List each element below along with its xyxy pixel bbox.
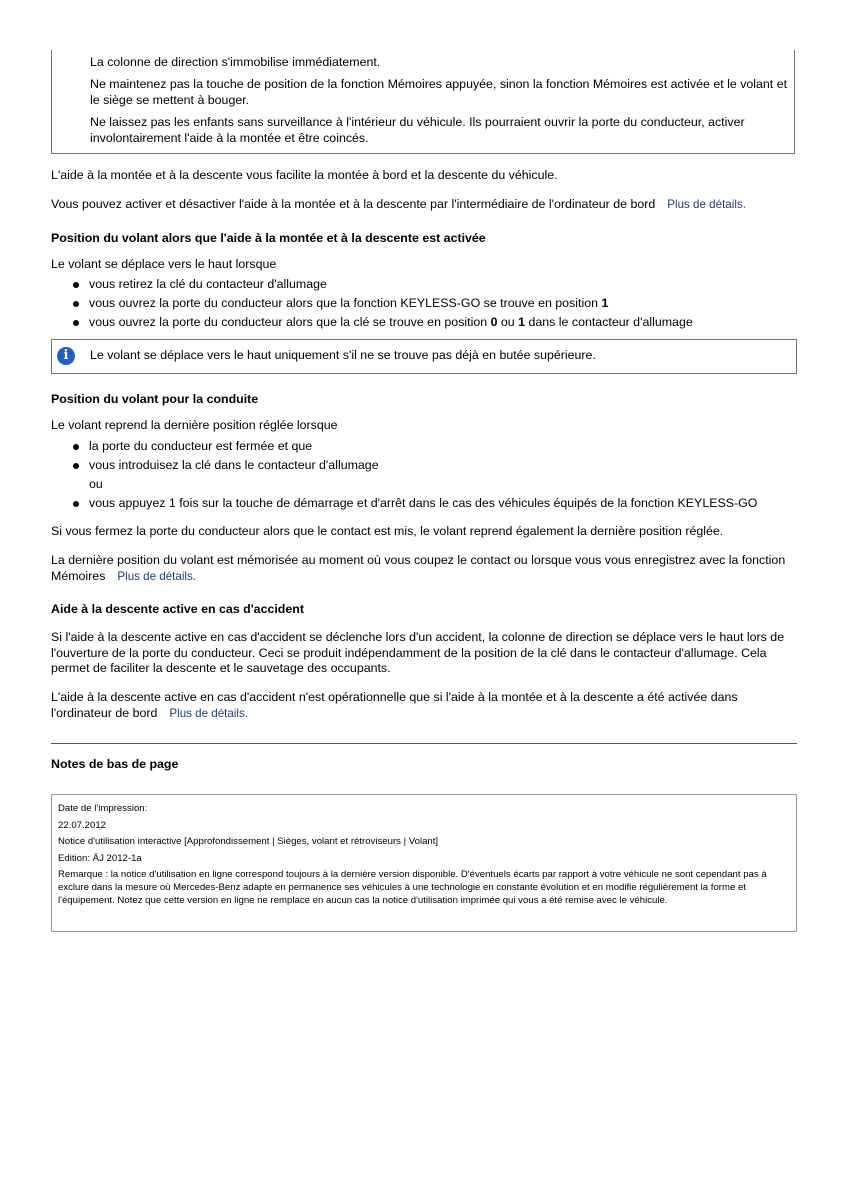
notice-title: Notice d'utilisation interactive [Approfondissement | Sièges, volant et rétroviseurs | Volant] (58, 836, 439, 847)
paragraph: Si vous fermez la porte du conducteur alors que le contact est mis, le volant reprend également la dernière position réglée. (51, 524, 724, 538)
bullet-dot (73, 463, 79, 469)
more-details-link[interactable]: Plus de détails (117, 569, 193, 583)
section-heading: Position du volant pour la conduite (51, 392, 259, 406)
more-details-link[interactable]: Plus de détails (667, 198, 743, 211)
bullet-dot (73, 444, 79, 450)
list-item-text: vous ouvrez la porte du conducteur alors que la clé se trouve en position (89, 315, 491, 329)
list-item-text: vous ouvrez la porte du conducteur alors que la fonction KEYLESS-GO se trouve en position (89, 296, 602, 310)
list-item-text: vous retirez la clé du contacteur d'allumage (89, 277, 327, 291)
list-item-text: ou (497, 315, 519, 329)
print-date-label: Date de l'impression: (58, 803, 148, 814)
warning-line: La colonne de direction s'immobilise immédiatement. (90, 55, 381, 69)
bullet-list (51, 439, 797, 515)
paragraph-text: La dernière position du volant est mémorisée au moment où vous coupez le contact ou lorsque vous vous enregistrez avec la fonction Mémoires (51, 553, 786, 583)
info-icon: i (57, 347, 75, 365)
link-period: . (244, 706, 249, 720)
info-text: Le volant se déplace vers le haut uniquement s'il ne se trouve pas déjà en butée supérieure. (90, 348, 596, 362)
list-item (51, 477, 797, 496)
bullet-dot (73, 301, 79, 307)
edition: Edition: ÄJ 2012-1a (58, 853, 142, 864)
section-heading: Aide à la descente active en cas d'accident (51, 602, 304, 616)
link-period: . (742, 198, 746, 211)
list-item-text: dans le contacteur d'allumage (525, 315, 693, 329)
paragraph (51, 690, 797, 721)
intro-paragraph-2 (51, 197, 797, 213)
footnotes-box (51, 794, 797, 932)
list-item-text: la porte du conducteur est fermée et que (89, 439, 313, 453)
warning-box (51, 50, 795, 154)
list-item (51, 277, 797, 296)
position-value: 0 (490, 315, 498, 329)
intro-text: Vous pouvez activer et désactiver l'aide à la montée et à la descente par l'intermédiaire de l'ordinateur de bord (51, 197, 656, 211)
list-item-text: vous introduisez la clé dans le contacteur d'allumage (89, 458, 379, 472)
list-item (51, 496, 797, 515)
warning-line: Ne maintenez pas la touche de position de la fonction Mémoires appuyée, sinon la fonction Mémoires est activée et le volant et le siège se mettent à bouger. (90, 77, 788, 107)
section-heading: Position du volant alors que l'aide à la montée et à la descente est activée (51, 231, 486, 245)
section-lead: Le volant reprend la dernière position réglée lorsque (51, 418, 338, 432)
paragraph (51, 553, 797, 584)
intro-paragraph: L'aide à la montée et à la descente vous facilite la montée à bord et la descente du véhicule. (51, 168, 558, 182)
bullet-dot (73, 282, 79, 288)
list-item-text: ou (89, 477, 103, 491)
divider (51, 743, 797, 744)
link-period: . (192, 569, 197, 583)
position-value: 1 (518, 315, 526, 329)
footnotes-heading: Notes de bas de page (51, 757, 179, 771)
bullet-list (51, 277, 797, 334)
position-value: 1 (601, 296, 609, 310)
list-item-text: vous appuyez 1 fois sur la touche de démarrage et d'arrêt dans le cas des véhicules équipés de la fonction KEYLESS-GO (89, 496, 758, 510)
bullet-dot (73, 320, 79, 326)
more-details-link[interactable]: Plus de détails (169, 706, 245, 720)
section-lead: Le volant se déplace vers le haut lorsque (51, 257, 277, 271)
list-item (51, 439, 797, 458)
remark: Remarque : la notice d'utilisation en ligne correspond toujours à la dernière version disponible. D'éventuels écarts par rapport à votre véhicule ne sont cependant pas à exclure dans la mesure où Mercedes-Benz adapte en permanence ses véhicules à une technologie en constante évolution et en modifie régulièrement la forme et l'équipement. Notez que cette version en ligne ne remplace en aucun cas la notice d'utilisation imprimée qui vous a été remise avec le véhicule. (58, 869, 767, 906)
list-item (51, 458, 797, 477)
print-date: 22.07.2012 (58, 820, 107, 831)
info-box (51, 339, 797, 374)
paragraph: Si l'aide à la descente active en cas d'accident se déclenche lors d'un accident, la colonne de direction se déplace vers le haut lors de l'ouverture de la porte du conducteur. Ceci se produit indépendamment de la position de la clé dans le contacteur d'allumage. Cela permet de faciliter la descente et le sauvetage des occupants. (51, 630, 785, 675)
list-item (51, 315, 797, 334)
list-item (51, 296, 797, 315)
warning-line: Ne laissez pas les enfants sans surveillance à l'intérieur du véhicule. Ils pourraient ouvrir la porte du conducteur, activer involontairement l'aide à la montée et être coincés. (90, 115, 745, 145)
paragraph-text: L'aide à la descente active en cas d'accident n'est opérationnelle que si l'aide à la montée et à la descente a été activée dans l'ordinateur de bord (51, 690, 738, 720)
bullet-dot (73, 501, 79, 507)
